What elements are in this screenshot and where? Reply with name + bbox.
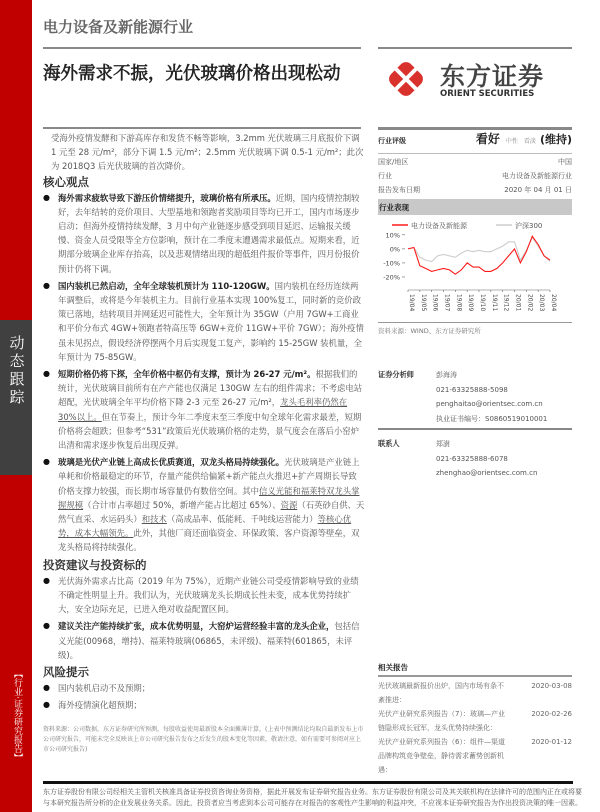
rating-neutral: 中性: [505, 138, 518, 145]
info-value: 电力设备及新能源行业: [502, 172, 572, 180]
divider: [43, 47, 361, 49]
related-title[interactable]: 光伏产业研究系列报告（6）：组件—渠道品牌构筑竞争壁垒，静待需求蓄势创新机遇：: [378, 738, 505, 774]
core-points: [43, 191, 365, 555]
divider: [43, 127, 361, 129]
series-line: [408, 238, 550, 262]
rating-panel: [378, 131, 572, 201]
rating-bearish: 看淡: [523, 138, 536, 145]
related-heading: 相关报告: [378, 662, 572, 677]
bullet-text: 等核心优势，成本大幅领先。: [58, 514, 352, 539]
bullet-text: （石英砂自供、天然气直采、水运码头）: [58, 499, 365, 525]
y-tick-label: 0%: [389, 245, 400, 254]
rating-label: 行业评级: [378, 137, 406, 145]
analyst-name: 彭海涛: [436, 371, 457, 379]
x-tick-label: 19/07: [443, 294, 451, 312]
performance-heading: 行业表现: [378, 199, 572, 215]
logo-mark-icon: [386, 59, 426, 99]
bullet-item: [43, 455, 365, 554]
info-table: [378, 153, 572, 201]
bullet-text: 资源: [280, 499, 298, 510]
info-row: [378, 183, 572, 197]
info-row: [378, 169, 572, 183]
analyst-cert: 执业证书编号：S0860519010001: [436, 414, 548, 423]
x-tick-label: 19/06: [431, 294, 439, 312]
y-tick-label: 10%: [385, 231, 400, 240]
contact-email[interactable]: zhenghao@orientsec.com.cn: [436, 469, 538, 477]
bullet-lead: 短期价格仍将下探，全年价格中枢仍有支撑，预计为 26-27 元/m²。: [58, 369, 316, 380]
bullet-text: 根据我们的统计，光伏玻璃目前所有在产产能也仅满足 130GW 左右的组件需求；不考虑电站超配，光伏玻璃全年平均价格下降 2-3 元至 26-27 元/m²，: [58, 369, 363, 408]
info-value: 中国: [558, 158, 572, 166]
summary: 受海外疫情发酵和下游高库存和发货不畅等影响，3.2mm 光伏玻璃三月底报价下调 1 元至 28 元/m²，部分下调 1.5 元/m²；2.5mm 光伏玻璃下调 0.5-1 元/m²；此次为 2018Q3 后光伏玻璃的首次降价。: [51, 133, 364, 172]
y-tick-label: -20%: [383, 273, 400, 282]
source-note: 资料来源：公司数据，东方证券研究所预测，每股收益使用最新股本全面摊薄计算，(上表中预测结论均取自最新发布上市公司研究报告，可能未完全反映该上市公司研究报告发布之后发生的股本变化等因素，敬请注意，如有需要可参阅对应上市公司研究报告): [43, 726, 364, 753]
bullet-text: 国内装机启动不及预期；: [58, 682, 151, 693]
related-item[interactable]: [378, 735, 572, 777]
bullet-lead: 建议关注产能持续扩张，成本优势明显，大窑炉运营经验丰富的龙头企业，: [58, 621, 335, 632]
x-tick-label: 19/12: [502, 294, 510, 312]
bullet-text: 国内装机在经历连续两年调整后，或将是今年装机主力。目前行业基本实现 100%复工，同时新的竞价政策已落地，结转项目并网延迟可能性大，全年预计为 35GW（户用 7GW+工商业和平价分布式 4GW+领跑者特高压等 6GW+竞价 11GW+平价 7GW）；海外疫情虽未见拐点，假设经济停摆两个月后实现复工复产，影响约 15-25GW 装机量，全年预计为 75-85GW。: [58, 280, 364, 362]
bullet-text: 近期，国内疫情控制较好，去年结转的竞价项目、大型基地和领跑者奖励项目等均已开工，国内市场逐步启动；但海外疫情持续发酵，3 月中旬产业链逐步感受到项目延迟、运输报关缓慢、资金人员受限等全方位影响，预计在二季度末遭遇需求最低点。短期来看，近期部分玻璃企业库存抬高，以及悲观情绪出现的超低组件报价等事件，四月份报价预计仍将下调。: [58, 192, 360, 274]
bullet-item: [43, 191, 365, 276]
related-item[interactable]: [378, 707, 572, 735]
analyst-email[interactable]: penghaitao@orientsec.com.cn: [436, 400, 543, 408]
info-key: 行业: [378, 172, 392, 180]
bullet-text: （合计市占率超过 50%，新增产能占比超过 65%）、: [83, 499, 281, 510]
industry-name: 电力设备及新能源行业: [43, 18, 194, 36]
x-tick-label: 19/08: [455, 294, 463, 312]
x-tick-label: 19/11: [490, 294, 498, 312]
related-item[interactable]: [378, 679, 572, 707]
x-tick-label: 20/02: [526, 294, 534, 312]
contact-name: 郑澍: [436, 440, 450, 448]
report-body: [43, 131, 365, 715]
x-tick-label: 19/10: [479, 294, 486, 312]
doc-type-label: 【行业·证券研究报告】: [12, 668, 22, 762]
x-tick-label: 19/05: [419, 294, 427, 312]
rating-main: 看好: [475, 132, 500, 146]
chart-source: 资料来源：WIND、东方证券研究所: [378, 322, 572, 335]
bullet-text: 光伏玻璃是产业链上单耗和价格最稳定的环节，存量产能供给偏紧+新产能点火推迟+扩产周期长导致价格支撑力较强，而长期市场容量仍有数倍空间。其中: [58, 457, 360, 496]
section-tag: [0, 320, 32, 475]
legend-label: 电力设备及新能源: [411, 222, 467, 230]
x-tick-label: 20/03: [538, 294, 546, 312]
related-title[interactable]: 光伏玻璃最新报价出炉，国内市场有条不紊推进：: [378, 682, 504, 704]
related-date: 2020-03-08: [531, 682, 572, 690]
x-tick-label: 19/04: [408, 294, 415, 312]
related-date: 2020-02-26: [531, 710, 572, 718]
contact-block: [378, 437, 572, 481]
bullet-text: 此外，其他厂商还面临资金、环保政策、客户资源等壁垒，双龙头格局将持续强化。: [58, 528, 360, 553]
related-title[interactable]: 光伏产业研究系列报告（7）：玻璃—产业链隐形成长冠军，龙头优势持续强化：: [378, 710, 505, 732]
bullet-item: [43, 698, 365, 712]
section-tag-label: 动态跟踪: [7, 335, 26, 407]
bullet-text: 龙头毛利率仍然在 30%以上。: [58, 397, 348, 422]
bullet-text: 光伏海外需求占比高（2019 年为 75%），近期产业链公司受疫情影响导致的业绩不确定性明显上升。我们认为，光伏玻璃龙头长期成长性未变，成本优势持续扩大，安全边际充足，已进入绝对收益配置区间。: [58, 575, 359, 615]
bullet-text: 信义光能和福莱特双龙头掌握规模: [58, 485, 360, 510]
bullet-item: [43, 619, 365, 662]
bullet-lead: 玻璃是光伏产业链上高成长优质赛道，双龙头格局持续强化。: [58, 457, 285, 468]
performance-chart: [378, 218, 572, 318]
logo: [380, 55, 572, 107]
info-row: [378, 155, 572, 169]
related-date: 2020-01-12: [531, 738, 572, 746]
series-line: [408, 236, 550, 274]
bullet-text: 和技术: [141, 514, 167, 525]
contact-phone: 021-63325888-6078: [436, 454, 508, 463]
bullet-lead: 海外需求疲软导致下游压价情绪提升，玻璃价格有所承压。: [58, 192, 276, 203]
analyst-phone: 021-63325888-5098: [436, 385, 508, 394]
info-key: 国家/地区: [378, 158, 409, 166]
page-title: 海外需求不振，光伏玻璃价格出现松动: [43, 64, 341, 84]
bullet-text: 海外疫情演化超预期；: [58, 700, 142, 711]
bullet-item: [43, 574, 365, 617]
analyst-label: 证券分析师: [378, 370, 414, 379]
related-reports: [378, 662, 572, 777]
info-key: 报告发布日期: [378, 186, 420, 194]
y-tick-label: -10%: [383, 259, 400, 268]
info-value: 2020 年 04 月 01 日: [504, 186, 572, 194]
bullet-item: [43, 367, 365, 452]
risk-points: [43, 681, 365, 712]
invest-heading: 投资建议与投资标的: [43, 557, 147, 572]
bullet-text: 但在节奏上，预计今年二季度末至三季度中旬全球年化需求最差，短期价格将会超跌；但参考“531”政策后光伏玻璃价格的走势，景气度会在落后小窑炉出清和需求逐步恢复后出现反弹。: [58, 411, 362, 451]
divider: [43, 781, 573, 784]
rating-status: (维持): [539, 133, 572, 146]
risk-heading: 风险提示: [43, 664, 89, 679]
x-tick-label: 20/01: [514, 294, 522, 312]
bullet-text: （高成品率、低能耗、千吨线运营能力）: [166, 514, 318, 525]
bullet-item: [43, 279, 365, 364]
bullet-lead: 国内装机已然启动，全年全球装机预计为 110-120GW。: [58, 280, 275, 291]
disclaimer: 东方证券股份有限公司经相关主管机关核准具备证券投资咨询业务资格，据此开展发布证券研究报告业务。东方证券股份有限公司及其关联机构在法律许可的范围内正在或将要与本研究报告所分析的企业发展业务关系。因此，投资者应当考虑到本公司可能存在对报告的客观性产生影响的利益冲突，不应视本证券研究报告为作出投资决策的唯一因素。: [43, 788, 582, 807]
legend-label: 沪深300: [515, 222, 543, 230]
x-tick-label: 20/04: [550, 294, 557, 312]
logo-cn: 东方证券: [440, 62, 545, 91]
bullet-item: [43, 681, 365, 695]
divider: [378, 127, 572, 130]
contact-label: 联系人: [378, 439, 400, 448]
divider: [378, 47, 572, 49]
logo-en: ORIENT SECURITIES: [440, 89, 535, 99]
core-heading: 核心观点: [43, 174, 89, 189]
x-tick-label: 19/09: [467, 294, 475, 312]
invest-points: [43, 574, 365, 662]
bullet-text: 包括信义光能(00968，增持)、福莱特玻璃(06865，未评级)、福莱特(601865，未评级)。: [58, 621, 360, 660]
analyst-block: [378, 368, 572, 430]
